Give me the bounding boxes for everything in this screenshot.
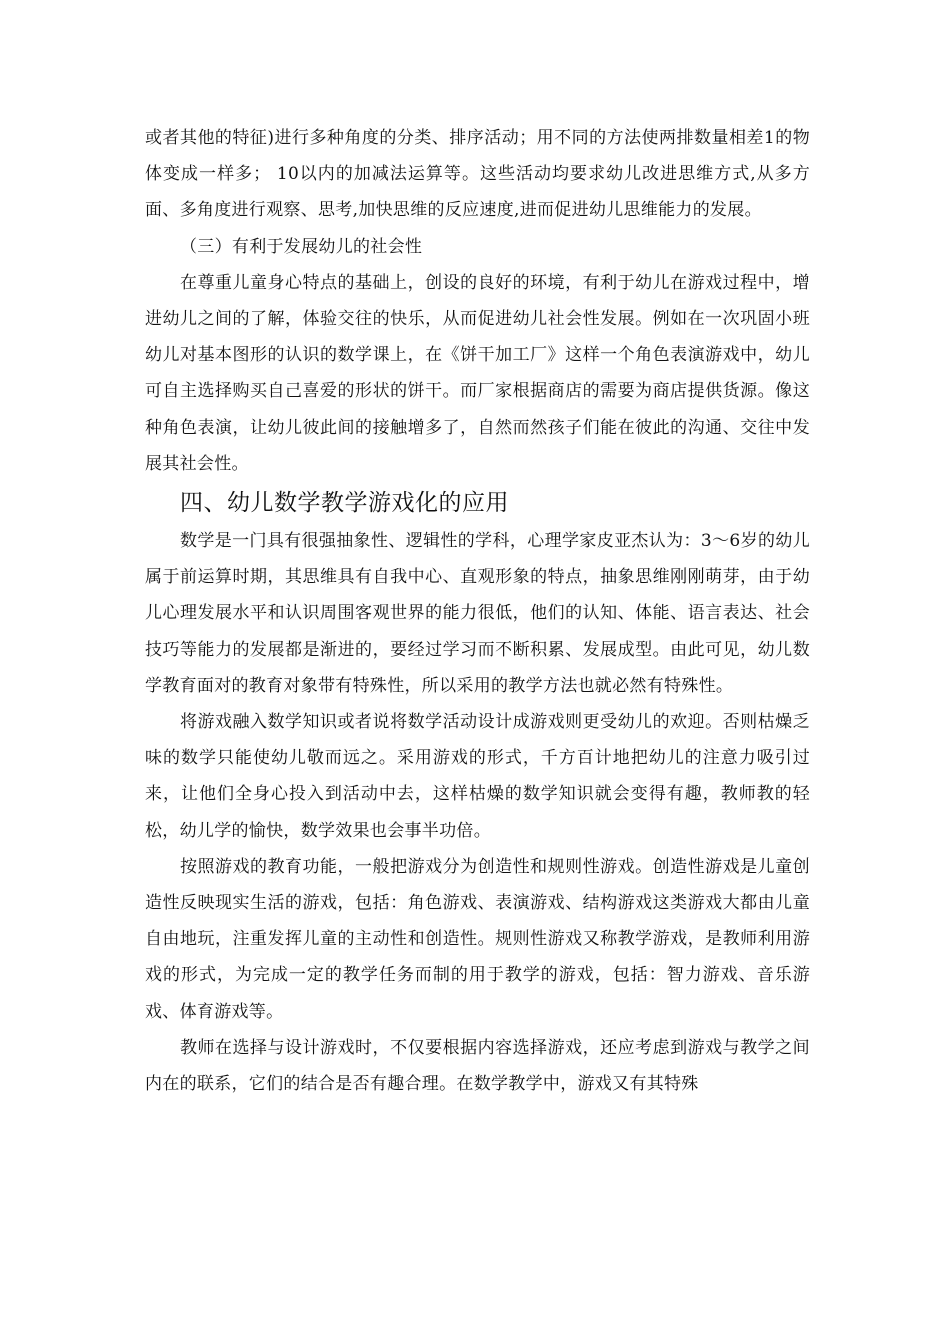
document-body (145, 120, 810, 1102)
paragraph-game-integration: 将游戏融入数学知识或者说将数学活动设计成游戏则更受幼儿的欢迎。否则枯燥乏味的数学只能使幼儿敬而远之。采用游戏的形式，千方百计地把幼儿的注意力吸引过来，让他们全身心投入到活动中去，这样枯燥的数学知识就会变得有趣，教师教的轻松，幼儿学的愉快，数学效果也会事半功倍。 (145, 712, 810, 841)
paragraph-game-selection: 教师在选择与设计游戏时，不仅要根据内容选择游戏，还应考虑到游戏与教学之间内在的联系，它们的结合是否有趣合理。在数学教学中，游戏又有其特殊 (145, 1037, 810, 1095)
subheading-social-development: （三）有利于发展幼儿的社会性 (180, 236, 423, 257)
paragraph-math-abstract: 数学是一门具有很强抽象性、逻辑性的学科，心理学家皮亚杰认为：3～6岁的幼儿属于前运算时期，其思维具有自我中心、直观形象的特点，抽象思维刚刚萌芽，由于幼儿心理发展水平和认识周围客观世界的能力很低，他们的认知、体能、语言表达、社会技巧等能力的发展都是渐进的，要经过学习而不断积累、发展成型。由此可见，幼儿数学教育面对的教育对象带有特殊性，所以采用的教学方法也就必然有特殊性。 (145, 531, 810, 696)
section-heading-4: 四、幼儿数学教学游戏化的应用 (180, 490, 509, 517)
paragraph-continued: 或者其他的特征)进行多种角度的分类、排序活动；用不同的方法使两排数量相差1的物体变成一样多； 10以内的加减法运算等。这些活动均要求幼儿改进思维方式,从多方面、多角度进行观察、思考,加快思维的反应速度,进而促进幼儿思维能力的发展。 (145, 128, 810, 221)
paragraph-social-development: 在尊重儿童身心特点的基础上，创设的良好的环境，有利于幼儿在游戏过程中，增进幼儿之间的了解，体验交往的快乐，从而促进幼儿社会性发展。例如在一次巩固小班幼儿对基本图形的认识的数学课上，在《饼干加工厂》这样一个角色表演游戏中，幼儿可自主选择购买自己喜爱的形状的饼干。而厂家根据商店的需要为商店提供货源。像这种角色表演，让幼儿彼此间的接触增多了，自然而然孩子们能在彼此的沟通、交往中发展其社会性。 (145, 272, 810, 474)
paragraph-game-types: 按照游戏的教育功能，一般把游戏分为创造性和规则性游戏。创造性游戏是儿童创造性反映现实生活的游戏，包括：角色游戏、表演游戏、结构游戏这类游戏大都由儿童自由地玩，注重发挥儿童的主动性和创造性。规则性游戏又称教学游戏，是教师利用游戏的形式，为完成一定的教学任务而制的用于教学的游戏，包括：智力游戏、音乐游戏、体育游戏等。 (145, 856, 810, 1022)
